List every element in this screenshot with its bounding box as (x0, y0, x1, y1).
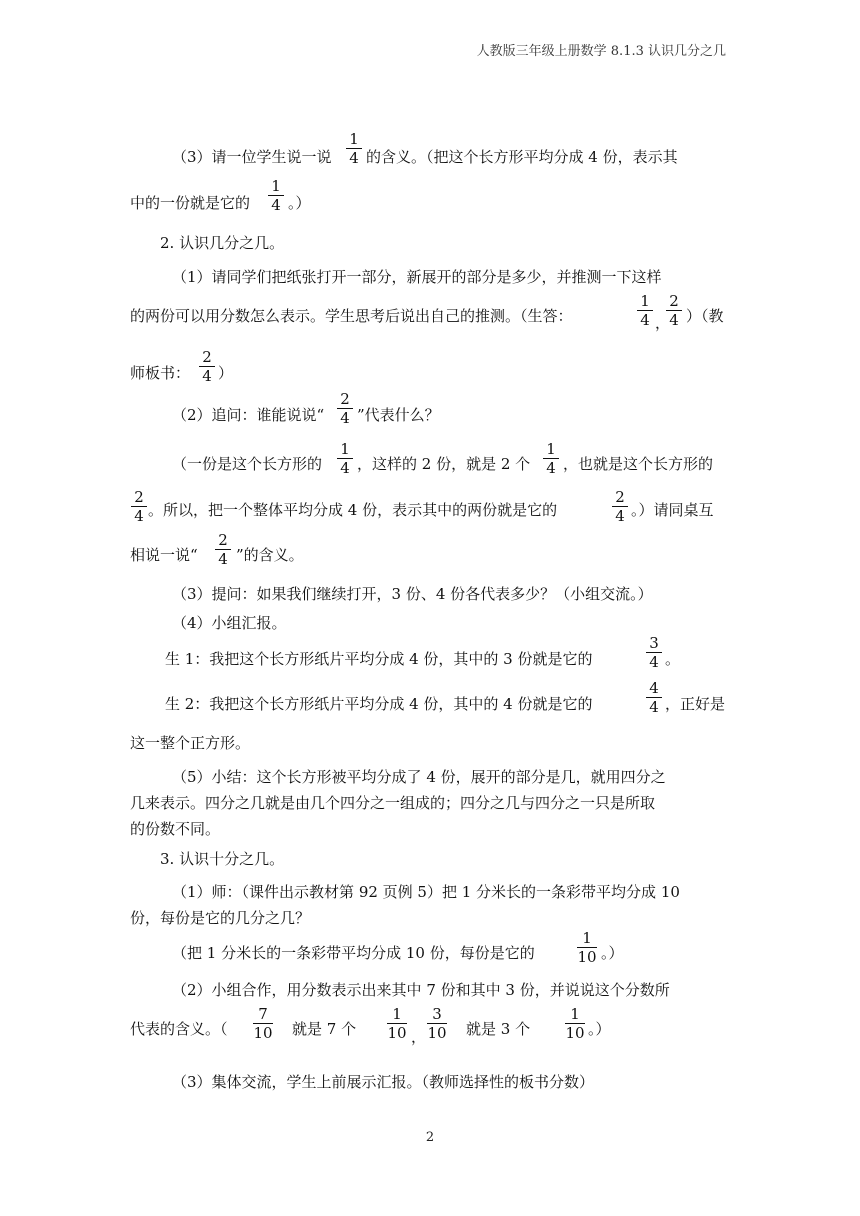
denominator: 4 (649, 653, 659, 671)
text-line: 生 2：我把这个长方形纸片平均分成 4 份，其中的 4 份就是它的 (165, 695, 593, 713)
denominator: 4 (218, 550, 228, 568)
section-heading: 3. 认识十分之几。 (160, 850, 285, 868)
text-line: 师板书： (130, 364, 191, 382)
fraction (334, 390, 356, 427)
numerator: 3 (432, 1005, 442, 1023)
numerator: 2 (340, 390, 350, 408)
text-line: 份，每份是它的几分之几？ (130, 909, 311, 927)
denominator: 4 (649, 698, 659, 716)
denominator: 4 (340, 459, 350, 477)
text-line: （2）小组合作，用分数表示出来其中 7 份和其中 3 份，并说说这个分数所 (172, 981, 670, 999)
text-line: （1）师：（课件出示教材第 92 页例 5）把 1 分米长的一条彩带平均分成 10 (172, 883, 680, 901)
text-line: 中的一份就是它的 (130, 194, 251, 212)
text-line: 就是 3 个 (466, 1020, 531, 1038)
numerator: 1 (392, 1005, 402, 1023)
fraction (128, 488, 150, 525)
fraction (343, 130, 365, 167)
text-line: 。） (588, 1020, 611, 1038)
text-line: ） (218, 364, 234, 382)
page-number: 2 (425, 1130, 435, 1145)
fraction (643, 634, 665, 671)
fraction (643, 679, 665, 716)
text-line: （1）请同学们把纸张打开一部分，新展开的部分是多少，并推测一下这样 (172, 268, 662, 286)
text-line: （5）小结：这个长方形被平均分成了 4 份，展开的部分是几，就用四分之 (172, 768, 666, 786)
numerator: 1 (349, 130, 359, 148)
text-line: （3）提问：如果我们继续打开，3 份、4 份各代表多少？（小组交流。） (172, 585, 653, 603)
denominator: 4 (349, 149, 359, 167)
text-line: ”代表什么？ (357, 406, 440, 424)
fraction (540, 440, 562, 477)
text-line: （把 1 分米长的一条彩带平均分成 10 份，每份是它的 (172, 944, 535, 962)
numerator: 2 (202, 348, 212, 366)
numerator: 1 (340, 440, 350, 458)
numerator: 2 (669, 292, 679, 310)
page-header: 人教版三年级上册数学 8.1.3 认识几分之几 (476, 44, 726, 59)
text-line: ，也就是这个长方形的 (563, 455, 714, 473)
fraction (250, 1005, 276, 1042)
fraction (562, 1005, 588, 1042)
denominator: 4 (669, 311, 679, 329)
text-line: （4）小组汇报。 (172, 614, 287, 632)
text-line: ，这样的 2 份，就是 2 个 (357, 455, 531, 473)
denominator: 4 (640, 311, 650, 329)
numerator: 1 (640, 292, 650, 310)
section-heading: 2. 认识几分之几。 (160, 234, 285, 252)
numerator: 7 (258, 1005, 268, 1023)
denominator: 4 (340, 409, 350, 427)
fraction (424, 1005, 450, 1042)
numerator: 1 (570, 1005, 580, 1023)
text-line: （3）请一位学生说一说 (172, 148, 332, 166)
denominator: 10 (253, 1024, 273, 1042)
text-line: 。所以，把一个整体平均分成 4 份，表示其中的两份就是它的 (148, 501, 558, 519)
text-line: （一份是这个长方形的 (172, 455, 323, 473)
denominator: 10 (427, 1024, 447, 1042)
denominator: 10 (565, 1024, 585, 1042)
text-line: 。）请同桌互 (631, 501, 714, 519)
numerator: 2 (615, 488, 625, 506)
text-line: 几来表示。四分之几就是由几个四分之一组成的；四分之几与四分之一只是所取 (130, 794, 656, 812)
text-line: 。 (665, 650, 681, 668)
numerator: 1 (271, 177, 281, 195)
text-line: 这一整个正方形。 (130, 734, 251, 752)
text-line: （3）集体交流，学生上前展示汇报。（教师选择性的板书分数） (172, 1073, 595, 1091)
fraction (634, 292, 656, 329)
numerator: 4 (649, 679, 659, 697)
fraction (212, 531, 234, 568)
text-line: ，正好是 (665, 695, 726, 713)
denominator: 4 (134, 507, 144, 525)
numerator: 1 (546, 440, 556, 458)
fraction (609, 488, 631, 525)
fraction (334, 440, 356, 477)
numerator: 1 (582, 929, 592, 947)
denominator: 4 (615, 507, 625, 525)
text-line: 的份数不同。 (130, 820, 221, 838)
text-line: ”的含义。 (236, 546, 304, 564)
numerator: 2 (134, 488, 144, 506)
denominator: 4 (271, 196, 281, 214)
fraction (384, 1005, 410, 1042)
text-line: 代表的含义。（ (130, 1020, 228, 1038)
denominator: 4 (202, 367, 212, 385)
text-line: ）（教 (686, 307, 724, 325)
text-line: 就是 7 个 (292, 1020, 357, 1038)
denominator: 10 (387, 1024, 407, 1042)
fraction (663, 292, 685, 329)
text-line: （2）追问：谁能说说“ (172, 406, 325, 424)
fraction (574, 929, 600, 966)
text-line: 相说一说“ (130, 546, 198, 564)
text-line: ， (411, 1028, 427, 1046)
text-line: 的含义。（把这个长方形平均分成 4 份，表示其 (366, 148, 678, 166)
text-line: 。） (601, 944, 624, 962)
denominator: 10 (577, 948, 597, 966)
numerator: 3 (649, 634, 659, 652)
numerator: 2 (218, 531, 228, 549)
text-line: 的两份可以用分数怎么表示。学生思考后说出自己的推测。（生答： (130, 307, 573, 325)
text-line: ， (655, 314, 671, 332)
fraction (196, 348, 218, 385)
text-line: 生 1：我把这个长方形纸片平均分成 4 份，其中的 3 份就是它的 (165, 650, 593, 668)
fraction (265, 177, 287, 214)
denominator: 4 (546, 459, 556, 477)
text-line: 。） (288, 194, 311, 212)
